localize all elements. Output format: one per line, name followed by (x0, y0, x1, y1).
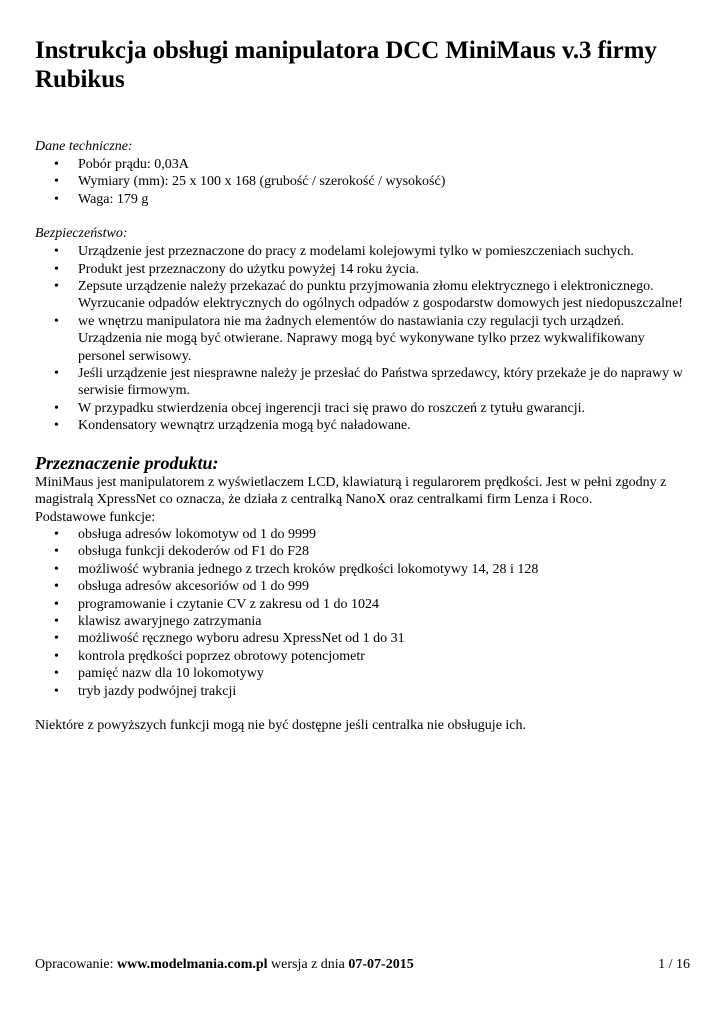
footer-date: 07-07-2015 (348, 957, 414, 972)
functions-label: Podstawowe funkcje: (35, 509, 156, 525)
list-item: • możliwość ręcznego wyboru adresu XpressNet od 1 do 31 (35, 630, 690, 647)
functions-list (35, 526, 690, 700)
list-item: • Zepsute urządzenie należy przekazać do punktu przyjmowania złomu elektrycznego i elektronicznego. Wyrzucanie odpadów elektrycznych do ogólnych odpadów z gospodarstw domowych jest niedopuszczalne! (35, 278, 690, 313)
list-item: • obsługa adresów akcesoriów od 1 do 999 (35, 578, 690, 595)
footer-site-link[interactable]: www.modelmania.com.pl (117, 957, 268, 972)
list-item: • Wymiary (mm): 25 x 100 x 168 (grubość / szerokość / wysokość) (35, 173, 690, 190)
list-item: • W przypadku stwierdzenia obcej ingerencji traci się prawo do roszczeń z tytułu gwarancji. (35, 400, 690, 417)
technical-label: Dane techniczne: (35, 139, 133, 154)
page-footer (35, 956, 690, 974)
list-item: • Produkt jest przeznaczony do użytku powyżej 14 roku życia. (35, 261, 690, 278)
list-item: • obsługa funkcji dekoderów od F1 do F28 (35, 543, 690, 560)
list-item: • Urządzenie jest przeznaczone do pracy z modelami kolejowymi tylko w pomieszczeniach suchych. (35, 243, 690, 260)
list-item: • obsługa adresów lokomotyw od 1 do 9999 (35, 526, 690, 543)
list-item: • programowanie i czytanie CV z zakresu od 1 do 1024 (35, 596, 690, 613)
document-title: Instrukcja obsługi manipulatora DCC MiniMaus v.3 firmy Rubikus (35, 37, 657, 93)
list-item: • możliwość wybrania jednego z trzech kroków prędkości lokomotywy 14, 28 i 128 (35, 561, 690, 578)
functions-note: Niektóre z powyższych funkcji mogą nie być dostępne jeśli centralka nie obsługuje ich. (35, 717, 527, 733)
list-item: • kontrola prędkości poprzez obrotowy potencjometr (35, 648, 690, 665)
technical-list (35, 156, 690, 208)
list-item: • Pobór prądu: 0,03A (35, 156, 690, 173)
footer-prefix: Opracowanie: (35, 957, 118, 972)
list-item: • tryb jazdy podwójnej trakcji (35, 683, 690, 700)
page-number: 1 / 16 (658, 957, 690, 972)
document-page (35, 36, 690, 734)
purpose-heading: Przeznaczenie produktu: (35, 452, 219, 473)
footer-middle: wersja z dnia (267, 957, 349, 972)
safety-list (35, 243, 690, 434)
list-item: • Waga: 179 g (35, 191, 690, 208)
list-item: • we wnętrzu manipulatora nie ma żadnych elementów do nastawiania czy regulacji tych urządzeń. Urządzenia nie mogą być otwierane. Naprawy mogą być wykonywane tylko przez wykwalifikowany personel serwisowy. (35, 313, 690, 365)
list-item: • pamięć nazw dla 10 lokomotywy (35, 665, 690, 682)
list-item: • Jeśli urządzenie jest niesprawne należy je przesłać do Państwa sprzedawcy, który przekaże je do naprawy w serwisie firmowym. (35, 365, 690, 400)
footer-credit (35, 956, 414, 974)
safety-label: Bezpieczeństwo: (35, 226, 128, 242)
list-item: • klawisz awaryjnego zatrzymania (35, 613, 690, 630)
purpose-intro: MiniMaus jest manipulatorem z wyświetlaczem LCD, klawiaturą i regularorem prędkości. Jest w pełni zgodny z magistralą XpressNet co oznacza, że działa z centralką NanoX oraz centralkami firm Lenza i Roco. (35, 474, 667, 508)
list-item: • Kondensatory wewnątrz urządzenia mogą być naładowane. (35, 417, 690, 434)
